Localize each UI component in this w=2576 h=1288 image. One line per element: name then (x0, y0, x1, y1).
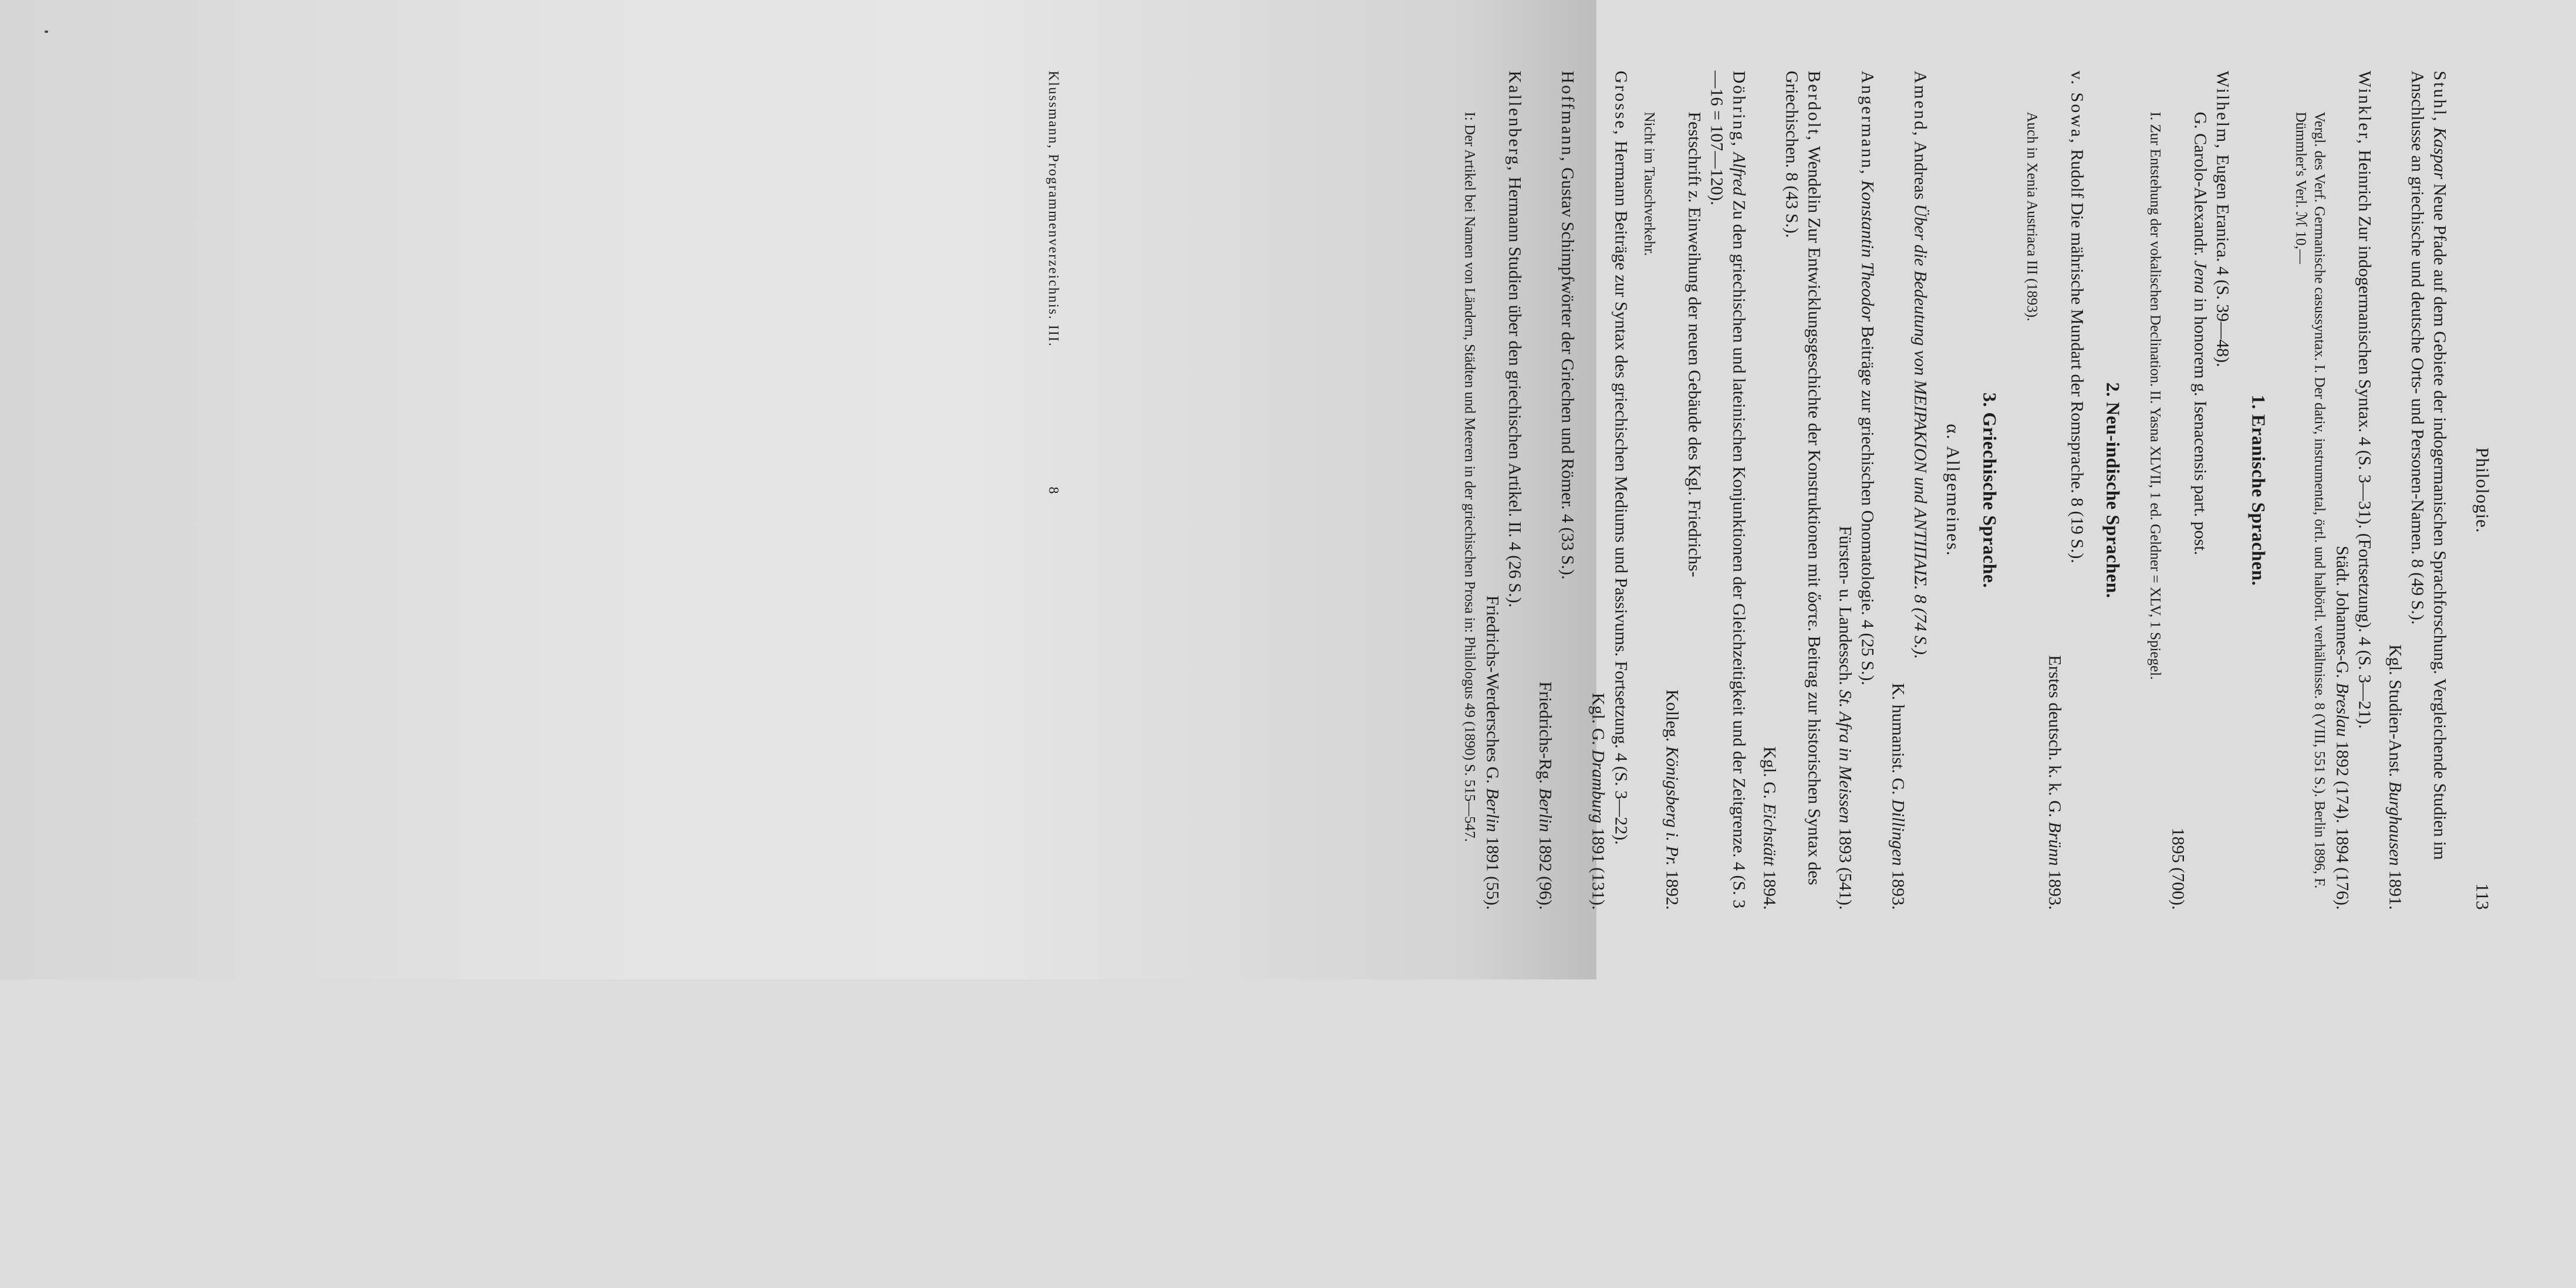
entry-firstname: Hermann (1611, 140, 1630, 206)
entry-school: Kgl. G. (1760, 746, 1780, 799)
entry-year: 1891. (2385, 870, 2405, 910)
entry-year: 1893 (541). (1835, 827, 1855, 910)
entry-text: Studien über den griechischen Artikel. II. 4 (26 S.). (1505, 246, 1525, 607)
entry-text: Über die Bedeutung von ΜΕΙΡΑΚΙΟΝ und ΑΝΤΙΠΑΙΣ. 8 (74 S.). (1910, 204, 1930, 659)
entry-text-2: in honorem g. Isenacensis part. post. (2190, 298, 2210, 555)
page-content (980, 0, 2576, 979)
entry-school: Kolleg. (1662, 689, 1682, 742)
entry-school: G. Carolo-Alexandr. (2190, 111, 2210, 256)
entry-firstname: Rudolf (2067, 148, 2087, 198)
entry-text: Zur Entwicklungsgeschichte der Konstruktionen mit ὥστε. Beitrag zur historischen Syntax des Griechischen. 8 (43 S.). (1782, 70, 1824, 885)
bibliography-entry (2146, 70, 2234, 910)
running-header (2467, 70, 2494, 910)
entry-text: Beiträge zur griechischen Onomatologie. 4 (25 S.). (1857, 326, 1877, 685)
footer-signature: 8 (1045, 486, 1061, 493)
section-heading: 3. Griechische Sprache. (1979, 392, 2000, 588)
speck (45, 31, 48, 33)
bibliography-entry (1833, 70, 1878, 910)
bibliography-entry (2023, 70, 2088, 910)
entry-place: Brünn (2045, 822, 2065, 866)
entry-author: Stuhl, (2430, 70, 2449, 123)
entry-year: 1892 (174). 1894 (176). (2332, 741, 2352, 910)
section-heading: 1. Eranische Sprachen. (2248, 394, 2270, 586)
entry-firstname: Alfred (1729, 152, 1749, 195)
entry-school-line (2043, 70, 2065, 910)
entry-text: Beiträge zur Syntax des griechischen Mediums und Passivums. Fortsetzung. 4 (S. 3—22). (1611, 210, 1630, 845)
entry-place: Jena (2190, 260, 2210, 293)
entry-year: 1891 (131). (1588, 827, 1608, 910)
entry-note: Auch in Xenia Austriaca III (1893). (2024, 111, 2040, 321)
entry-text: Neue Pfade auf dem Gebiete der indogermanischen Sprachforschung. Vergleichende Studien im Anschlusse an griechische und deutsche Orts- und Personen-Namen. 8 (49 S.). (2407, 70, 2449, 860)
entry-school: Friedrichs-Werdersches G. (1483, 595, 1503, 784)
entry-school-line (2331, 70, 2353, 910)
entry-place: Berlin (1535, 787, 1555, 832)
page-title: Philologie. (2472, 447, 2493, 533)
entry-school: Friedrichs-Rg. (1535, 681, 1555, 784)
entry-school: Städt. Johannes-G. (2332, 545, 2352, 678)
entry-place: Königsberg i. Pr. (1662, 746, 1682, 866)
bibliography-entry (1460, 70, 1525, 910)
entry-place: Eichstätt (1760, 803, 1780, 866)
entry-author: Hoffmann, (1558, 70, 1578, 163)
entry-place: Breslau (2332, 682, 2352, 737)
entry-school-line (1758, 70, 1780, 910)
entry-school: Erstes deutsch. k. k. G. (2045, 654, 2065, 817)
entry-place: St. Afra in Meissen (1835, 689, 1855, 823)
bibliography-entry (2383, 70, 2450, 910)
entry-school-line (1481, 70, 1503, 910)
footer-bibliography: Klussmann, Programmenverzeichnis. III. (1045, 70, 1061, 347)
entry-text: Zu den griechischen und lateinischen Konjunktionen der Gleichzeitigkeit und der Zeitgrenze. 4 (S. 3—16 = 107—120). (1707, 70, 1749, 908)
entry-year: 1892. (1662, 870, 1682, 910)
page-number: 113 (2472, 883, 2493, 910)
entry-year: 1895 (700). (2168, 827, 2188, 910)
entry-place: Burghausen (2385, 781, 2405, 866)
entry-author: Berdolt, (1804, 70, 1824, 142)
entry-author: Angermann, (1857, 70, 1877, 176)
entry-firstname: Heinrich (2354, 149, 2374, 211)
entry-author: Wilhelm, (2213, 70, 2233, 150)
entry-school: K. humanist. G. (1888, 682, 1907, 795)
bibliography-entry (1758, 70, 1825, 910)
entry-firstname: Konstantin Theodor (1857, 180, 1877, 322)
entry-text: Schimpfwörter der Griechen und Römer. 4 (33 S.). (1558, 221, 1578, 580)
entry-year-line (2166, 70, 2189, 910)
entry-text: Zur indogermanischen Syntax. 4 (S. 3—31). (Fortsetzung). 4 (S. 3—21). (2354, 215, 2374, 729)
entry-school: Kgl. G. (1588, 692, 1608, 745)
entry-firstname: Kaspar (2430, 127, 2449, 179)
entry-firstname: Wendelin (1804, 146, 1824, 213)
entry-year: 1894. (1760, 870, 1780, 910)
entry-firstname: Eugen (2213, 154, 2233, 200)
entry-school: Fürsten- u. Landessch. (1835, 525, 1855, 685)
rotated-page (1045, 0, 2493, 1288)
entry-note: I. Zur Entstehung der vokalischen Declination. II. Yasna XLVII, 1 ed. Geldner = XLV, 1 Spiegel. (2147, 111, 2163, 680)
entry-author: Winkler, (2354, 70, 2374, 146)
entry-author: Döhring, (1729, 70, 1749, 148)
entry-school-line (1660, 70, 1683, 910)
entry-year: 1893. (1888, 870, 1907, 910)
entry-text: Eranica. 4 (S. 39—48). (2213, 203, 2233, 367)
entry-author: Kallenberg, (1505, 70, 1525, 173)
entry-firstname: Hermann (1505, 176, 1525, 242)
entry-place: Dillingen (1888, 799, 1907, 866)
entry-place: Berlin (1483, 787, 1503, 832)
entry-text: Die mährische Mundart der Romsprache. 8 (19 S.). (2067, 202, 2087, 563)
bibliography-entry (1886, 70, 1931, 910)
entry-place: Dramburg (1588, 749, 1608, 823)
entry-school: Kgl. Studien-Anst. (2385, 644, 2405, 777)
entry-firstname: Andreas (1910, 140, 1930, 200)
bibliography-entry (2291, 70, 2375, 910)
bibliography-entry (1586, 70, 1631, 910)
bibliography-entry (1640, 70, 1750, 910)
entry-author: v. Sowa, (2067, 70, 2087, 145)
entry-note: I: Der Artikel bei Namen von Ländern, Städten und Meeren in der griechischen Prosa in: Philologus 49 (1890) S. 515—547. (1461, 111, 1477, 842)
entry-author: Grosse, (1611, 70, 1630, 136)
bibliography-entry (1534, 70, 1578, 910)
subsection-heading: α. Allgemeines. (1943, 423, 1964, 557)
entry-school-line (1586, 70, 1609, 910)
entry-note: Vergl. des Verf. Germanische casussyntax. I. Der dativ, instrumental, örtl. und halbörtl. verhältnisse. 8 (VIII, 551 S.). Berlin 1896, F. Dümmler's Verl. ℳ 10,— (2293, 111, 2327, 888)
entry-school-line (1833, 70, 1855, 910)
entry-year: 1892 (96). (1535, 836, 1555, 910)
entry-school-line (2383, 70, 2406, 910)
entry-school-line (1886, 70, 1909, 910)
entry-author: Amend, (1910, 70, 1930, 137)
entry-text-2: Festschrift z. Einweihung der neuen Gebäude des Kgl. Friedrichs- (1684, 111, 1704, 577)
entry-note: Nicht im Tauschverkehr. (1640, 111, 1657, 256)
section-heading: 2. Neu-indische Sprachen. (2102, 381, 2123, 599)
text-column (1045, 70, 2494, 910)
entry-school-line (2189, 70, 2211, 910)
entry-year: 1891 (55). (1483, 836, 1503, 910)
entry-year: 1893. (2045, 870, 2065, 910)
entry-firstname: Gustav (1558, 167, 1578, 217)
entry-school-line (1534, 70, 1556, 910)
